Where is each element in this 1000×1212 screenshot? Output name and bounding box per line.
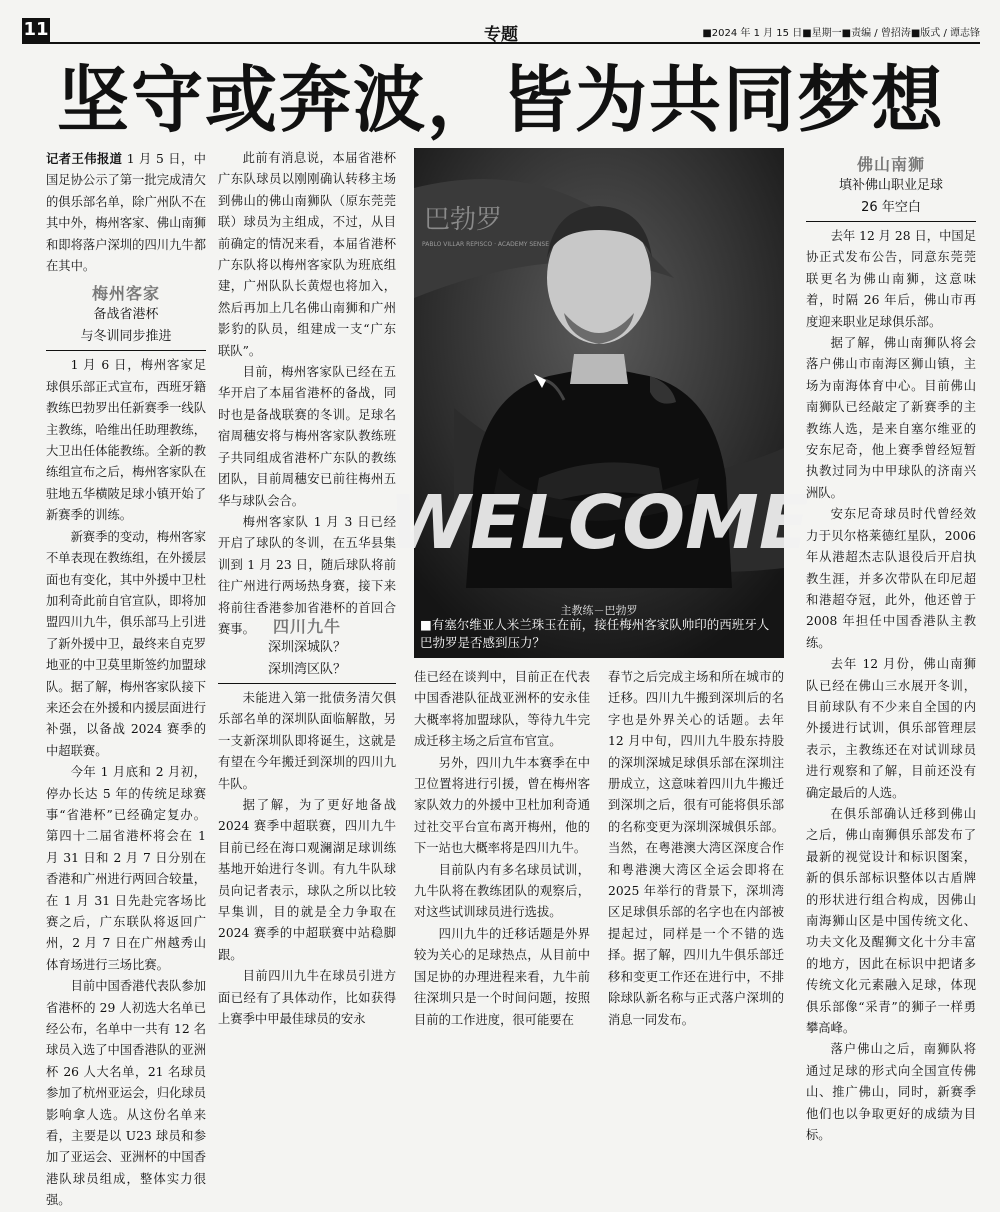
paragraph: 安东尼奇球员时代曾经效力于贝尔格莱德红星队，2006 年从港超杰志队退役后开启执教生涯，并多次带队在印尼超和港超夺冠，此外，他还曾于 2008 年担任中国香港队主教练。 (806, 507, 976, 650)
subhead-team: 佛山南狮 (856, 155, 925, 174)
photo-caption: ■有塞尔维亚人米兰珠玉在前，接任梅州客家队帅印的西班牙人巴勃罗是否感到压力？ (420, 617, 770, 650)
paragraph: 四川九牛的迁移话题是外界较为关心的足球热点，从目前中国足协的办理进程来看，九牛前往深圳只是一个时间问题，按照目前的工作进度，很可能要在 (414, 926, 590, 1027)
column-2-lower (218, 617, 396, 1031)
paragraph: 春节之后完成主场和所在城市的迁移。四川九牛搬到深圳后的名字也是外界关心的话题。去年 12 月中旬，四川九牛股东持股的深圳深城足球俱乐部在深圳注册成立，这意味着四川九牛搬迁到深圳之后，很有可能将俱乐部的名称变更为深圳深城俱乐部。当然，在粤港澳大湾区深度合作和粤港澳大湾区全运会即将在 2025 年举行的背景下，深圳湾区足球俱乐部的名字也在内部被提起过，同样是一个不错的选择。据了解，四川九牛俱乐部迁移和变更工作还在进行中，不排除球队新名称与正式落户深圳的消息一同发布。 (608, 670, 784, 1027)
subhead-line-1: 备战省港杯 (93, 307, 159, 323)
paragraph: 据了解，佛山南狮队将会落户佛山市南海区狮山镇，主场为南海体育中心。目前佛山南狮队已经敲定了新赛季的主教练人选，是来自塞尔维亚的安东尼奇，他上赛季曾经短暂执教过同为中甲球队的济南兴洲队。 (806, 336, 976, 500)
column-1 (46, 148, 206, 1212)
byline: 记者王伟报道 (46, 151, 123, 166)
subhead-line-1: 深圳深城队？ (267, 640, 346, 655)
coach-photo (388, 148, 810, 658)
paragraph: 据了解，为了更好地备战 2024 赛季中超联赛，四川九牛目前已经在海口观澜湖足球训练基地开始进行冬训。有九牛队球员向记者表示，球队之所以比较早集训，目的就是全力争取在 2024 赛季的中超联赛中站稳脚跟。 (218, 798, 396, 962)
role-text: 主教练－巴勃罗 (560, 604, 638, 617)
paragraph: 1 月 6 日，梅州客家足球俱乐部正式宣布，西班牙籍教练巴勃罗出任新赛季一线队主教练，哈维出任助理教练，大卫出任体能教练。全新的教练组宣布之后，梅州客家队在驻地五华横陂足球小镇开始了新赛季的训练。 (46, 358, 206, 523)
watermark-text: 巴勃罗 (424, 205, 503, 235)
subhead-team: 梅州客家 (91, 284, 160, 304)
subhead-team: 四川九牛 (272, 617, 341, 636)
section-title: 专题 (484, 25, 518, 45)
paragraph: 去年 12 月 28 日，中国足协正式发布公告，同意东莞莞联更名为佛山南狮，这意味着，时隔 26 年后，佛山市再度迎来职业足球俱乐部。 (806, 229, 976, 329)
coach-portrait-image (388, 148, 810, 658)
subhead-line-1: 填补佛山职业足球 (838, 178, 943, 193)
dateline: ■2024 年 1 月 15 日■星期一■责编 / 曾招涛■版式 / 谭志锋 (702, 28, 980, 39)
paragraph: 新赛季的变动，梅州客家不单表现在教练组，在外援层面也有变化，其中外援中卫杜加利奇此前自官宣队，即将加盟四川九牛，俱乐部马上引进了新外援中卫，最终来自克罗地亚的中卫莫里斯签约加盟球队。据了解，梅州客家队接下来还会在外援和内援层面进行补强，以备战 2024 赛季的中超联赛。 (46, 529, 206, 758)
page-header (22, 18, 980, 44)
paragraph: 今年 1 月底和 2 月初，停办长达 5 年的传统足球赛事“省港杯”已经确定复办。第四十二届省港杯将会在 1 月 31 日和 2 月 7 日分别在香港和广州进行两回合较量，在 1 月 31 日先赴完客场比赛之后，广东联队将返回广州，2 月 7 日在广州越秀山体育场进行三场比赛。 (46, 765, 206, 972)
subhead-line-2: 深圳湾区队？ (267, 662, 346, 677)
subhead-rule (218, 683, 396, 684)
paragraph: 目前中国香港代表队参加省港杯的 29 人初选大名单已经公布，名单中一共有 12 名球员入选了中国香港队的亚洲杯 26 人大名单，21 名球员参加了杭州亚运会，归化球员影响拿人选。从这份名单来看，主要是以 U23 球员和参加了亚运会、亚洲杯的中国香港队球员组成，整体实力很强。 (46, 979, 206, 1208)
paragraph: 目前，梅州客家队已经在五华开启了本届省港杯的备战，同时也是备战联赛的冬训。足球名宿周穗安将与梅州客家队教练班子共同组成省港杯广东队的教练团队，目前周穗安已前往梅州五华与球队会合。 (218, 365, 396, 508)
welcome-text: WELCOME (388, 480, 810, 566)
subhead-line-2: 与冬训同步推进 (80, 329, 172, 345)
subhead-foshan (806, 152, 976, 222)
logo-text: PABLO VILLAR REPISCO · ACADEMY SENSE (422, 241, 550, 248)
subhead-line-2: 26 年空白 (861, 200, 921, 215)
subhead-meizhou (46, 281, 206, 351)
paragraph: 落户佛山之后，南狮队将通过足球的形式向全国宣传佛山、推广佛山，同时，新赛季他们也以争取更好的成绩为目标。 (806, 1042, 976, 1143)
intro-text: 1 月 5 日，中国足协公示了第一批完成清欠的俱乐部名单，除广州队不在其中外，梅州客家、佛山南狮和即将落户深圳的四川九牛都在其中。 (46, 152, 206, 274)
paragraph: 去年 12 月份，佛山南狮队已经在佛山三水展开冬训，目前球队有不少来自全国的内外援进行试训，俱乐部管理层表示，主教练还在对试训球员进行观察和了解，目前还没有确定最后的人选。 (806, 657, 976, 800)
column-5 (806, 148, 976, 1146)
column-4 (608, 667, 784, 1031)
column-2 (218, 148, 396, 640)
paragraph: 在俱乐部确认迁移到佛山之后，佛山南狮俱乐部发布了最新的视觉设计和标识图案，新的俱乐部标识整体以古盾牌的形状进行组合构成，因佛山南海狮山区是中国传统文化、功夫文化及醒狮文化十分丰富的地方，因此在标识中把诸多传统文化元素融入足球，体现俱乐部像“采青”的狮子一样勇攀高峰。 (806, 806, 976, 1036)
subhead-sichuan (218, 614, 396, 684)
paragraph: 目前队内有多名球员试训，九牛队将在教练团队的观察后，对这些试训球员进行选拔。 (414, 862, 590, 920)
paragraph: 佳已经在谈判中，目前正在代表中国香港队征战亚洲杯的安永佳大概率将加盟球队，等待九牛完成迁移主场之后宣布官宣。 (414, 670, 590, 749)
paragraph: 未能进入第一批债务清欠俱乐部名单的深圳队面临解散，另一支新深圳队即将诞生，这就是有望在今年搬迁到深圳的四川九牛队。 (218, 691, 396, 791)
subhead-rule (806, 221, 976, 222)
page-number: 11 (23, 19, 49, 40)
paragraph: 另外，四川九牛本赛季在中卫位置将进行引援，曾在梅州客家队效力的外援中卫杜加利奇通过社交平台宣布离开梅州，他的下一站也大概率将是四川九牛。 (414, 755, 590, 856)
headline: 坚守或奔波，皆为共同梦想 (56, 58, 945, 142)
paragraph: 此前有消息说，本届省港杯广东队球员以刚刚确认转移主场到佛山的佛山南狮队（原东莞莞联）球员为主组成，不过，从目前确定的情况来看，本届省港杯广东队将以梅州客家队为班底组建，广州队队长黄煜也将加入，然后再加上几名佛山南狮和广州影豹的队员，组建成一支“广东联队”。 (218, 151, 396, 358)
paragraph: 梅州客家队 1 月 3 日已经开启了球队的冬训，在五华县集训到 1 月 23 日，随后球队将前往广州进行两场热身赛，接下来将前往香港参加省港杯的首回合赛事。 (218, 514, 396, 636)
column-3 (414, 667, 590, 1031)
subhead-rule (46, 350, 206, 351)
paragraph: 目前四川九牛在球员引进方面已经有了具体动作，比如获得上赛季中甲最佳球员的安永 (218, 969, 396, 1027)
intro-paragraph (46, 148, 206, 277)
